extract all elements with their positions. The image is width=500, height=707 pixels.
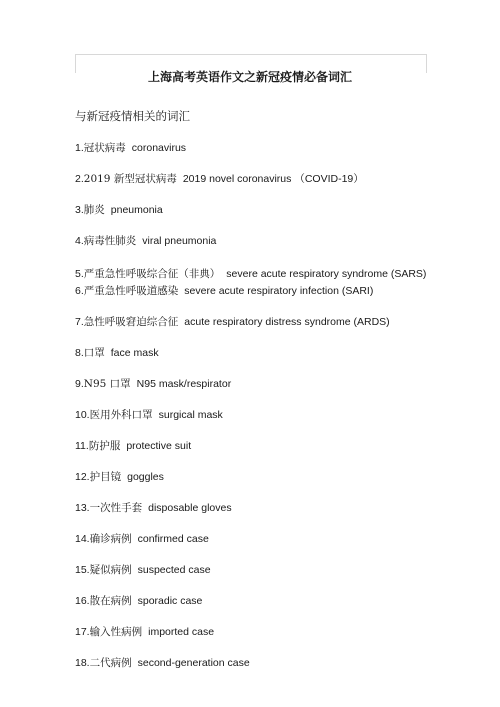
- item-chinese-term: 一次性手套: [89, 502, 143, 514]
- item-chinese-term: 医用外科口罩: [89, 409, 153, 421]
- list-item: [75, 234, 216, 248]
- item-english-term: face mask: [110, 347, 159, 359]
- item-number: 1.: [75, 142, 84, 154]
- item-english-term: disposable gloves: [148, 502, 232, 514]
- list-item: [75, 439, 191, 453]
- item-number: 14.: [75, 533, 90, 545]
- list-item: [75, 656, 250, 670]
- item-chinese-term: 严重急性呼吸综合征（非典）: [83, 268, 221, 280]
- item-chinese-term: 护目镜: [89, 471, 122, 483]
- item-english-term: pneumonia: [110, 204, 163, 216]
- item-number: 11.: [75, 440, 89, 452]
- item-number: 16.: [75, 595, 90, 607]
- list-item: [75, 141, 186, 155]
- item-english-term: imported case: [148, 626, 215, 638]
- item-english-term: N95 mask/respirator: [136, 378, 232, 390]
- item-number: 5.: [75, 268, 84, 280]
- item-chinese-term: 肺炎: [83, 204, 105, 216]
- item-english-term: surgical mask: [158, 409, 223, 421]
- item-chinese-term: 疑似病例: [89, 564, 132, 576]
- item-english-term: second-generation case: [137, 657, 250, 669]
- item-chinese-term: 防护服: [88, 440, 121, 452]
- item-number: 9.: [75, 378, 84, 390]
- item-english-term: coronavirus: [131, 142, 187, 154]
- item-number: 6.: [75, 285, 84, 297]
- list-item: [75, 172, 364, 186]
- item-chinese-term: 二代病例: [89, 657, 132, 669]
- list-item: [75, 284, 373, 298]
- list-item: [75, 625, 214, 639]
- list-item: [75, 377, 231, 391]
- item-english-term: suspected case: [137, 564, 211, 576]
- item-english-term: severe acute respiratory infection (SARI): [184, 285, 374, 297]
- list-item: [75, 203, 163, 217]
- item-number: 13.: [75, 502, 90, 514]
- section-heading: 与新冠疫情相关的词汇: [75, 109, 190, 123]
- list-item: [75, 267, 426, 281]
- list-item: [75, 470, 164, 484]
- item-english-term: goggles: [127, 471, 164, 483]
- item-chinese-term: 输入性病例: [89, 626, 143, 638]
- list-item: [75, 532, 209, 546]
- item-number: 15.: [75, 564, 90, 576]
- item-english-term: acute respiratory distress syndrome (ARDS): [184, 316, 390, 328]
- document-title: 上海高考英语作文之新冠疫情必备词汇: [147, 70, 352, 84]
- list-item: [75, 501, 232, 515]
- item-number: 10.: [75, 409, 90, 421]
- item-english-term: viral pneumonia: [142, 235, 217, 247]
- item-chinese-term: 病毒性肺炎: [83, 235, 137, 247]
- item-english-term: 2019 novel coronavirus （COVID-19）: [182, 173, 364, 185]
- item-chinese-term: 2019 新型冠状病毒: [83, 173, 177, 185]
- list-item: [75, 594, 202, 608]
- list-item: [75, 315, 390, 329]
- item-number: 4.: [75, 235, 84, 247]
- item-chinese-term: 确诊病例: [89, 533, 132, 545]
- item-chinese-term: 严重急性呼吸道感染: [83, 285, 179, 297]
- item-chinese-term: 冠状病毒: [83, 142, 126, 154]
- list-item: [75, 346, 159, 360]
- item-english-term: confirmed case: [137, 533, 209, 545]
- item-number: 17.: [75, 626, 90, 638]
- item-number: 2.: [75, 173, 84, 185]
- item-english-term: sporadic case: [137, 595, 203, 607]
- item-number: 12.: [75, 471, 90, 483]
- item-number: 7.: [75, 316, 84, 328]
- list-item: [75, 408, 223, 422]
- item-english-term: protective suit: [126, 440, 192, 452]
- item-number: 8.: [75, 347, 84, 359]
- item-english-term: severe acute respiratory syndrome (SARS): [226, 268, 427, 280]
- item-chinese-term: 口罩: [83, 347, 105, 359]
- item-number: 18.: [75, 657, 90, 669]
- item-chinese-term: 散在病例: [89, 595, 132, 607]
- item-chinese-term: 急性呼吸窘迫综合征: [83, 316, 179, 328]
- item-chinese-term: N95 口罩: [83, 378, 131, 390]
- item-number: 3.: [75, 204, 84, 216]
- list-item: [75, 563, 211, 577]
